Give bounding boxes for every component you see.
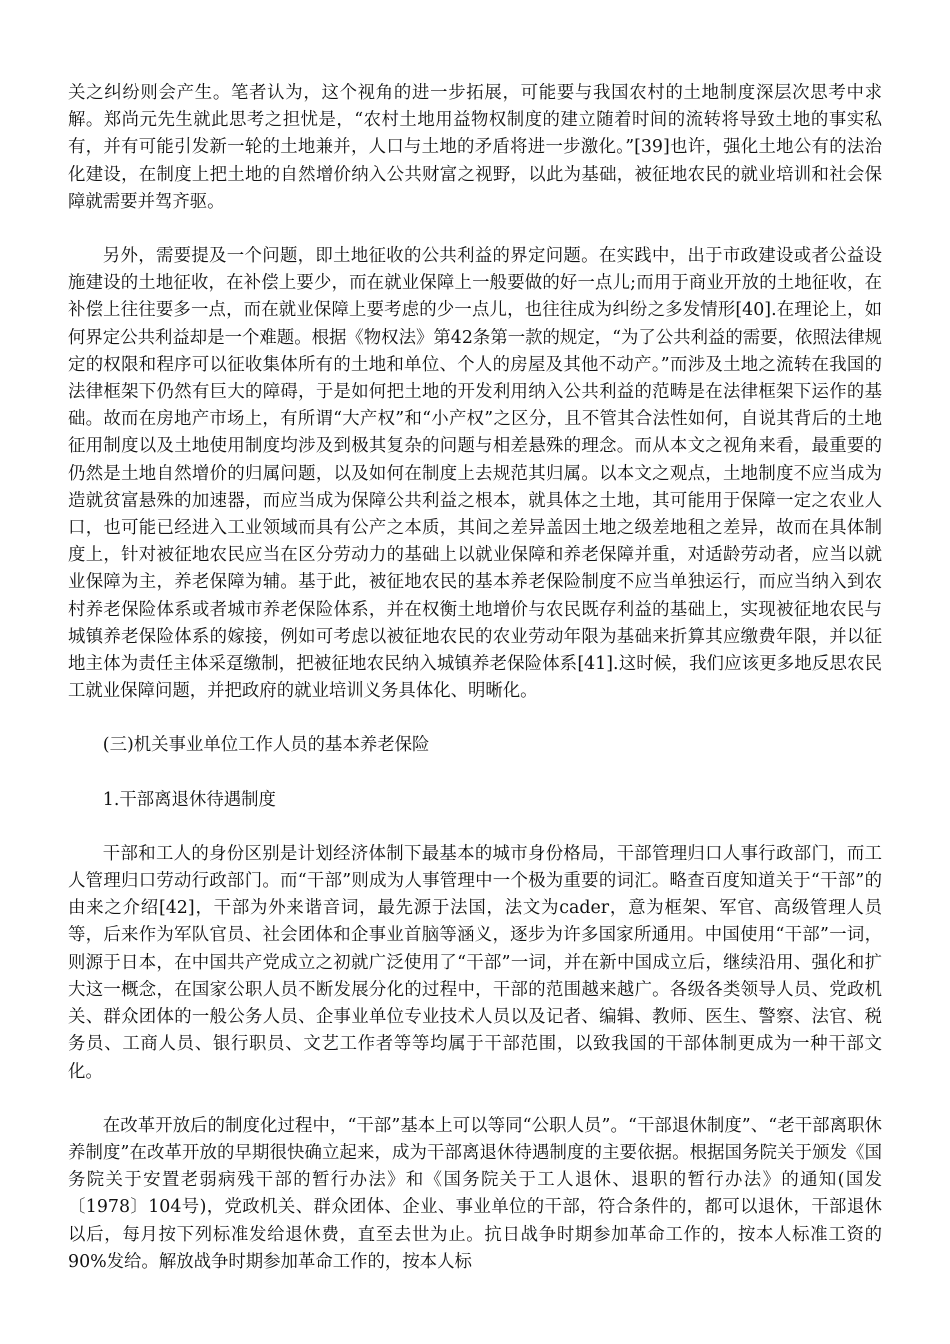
- section-heading: (三)机关事业单位工作人员的基本养老保险: [102, 735, 430, 756]
- paragraph-gap: [68, 216, 882, 243]
- body-paragraph-2: 另外，需要提及一个问题，即土地征收的公共利益的界定问题。在实践中，出于市政建设或者公益设施建设的土地征收，在补偿上要少，而在就业保障上一般要做的好一点儿;而用于商业开放的土地征收，在补偿上往往要多一点，而在就业保障上要考虑的少一点儿，也往往成为纠纷之多发情形[40].在理论上，如何界定公共利益却是一个难题。根据《物权法》第42条第一款的规定，“为了公共利益的需要，依照法律规定的权限和程序可以征收集体所有的土地和单位、个人的房屋及其他不动产。”而涉及土地之流转在我国的法律框架下仍然有巨大的障碍，于是如何把土地的开发利用纳入公共利益的范畴是在法律框架下运作的基础。故而在房地产市场上，有所谓“大产权”和“小产权”之区分，且不管其合法性如何，自说其背后的土地征用制度以及土地使用制度均涉及到极其复杂的问题与相差悬殊的理念。而从本文之视角来看，最重要的仍然是土地自然增价的归属问题，以及如何在制度上去规范其归属。以本文之观点，土地制度不应当成为造就贫富悬殊的加速器，而应当成为保障公共利益之根本，就具体之土地，其可能用于保障一定之农业人口，也可能已经进入工业领域而具有公产之本质，其间之差异盖因土地之级差地租之差异，故而在具体制度上，针对被征地农民应当在区分劳动力的基础上以就业保障和养老保障并重，对适龄劳动者，应当以就业保障为主，养老保障为辅。基于此，被征地农民的基本养老保险制度不应当单独运行，而应当纳入到农村养老保险体系或者城市养老保险体系，并在权衡土地增价与农民既存利益的基础上，实现被征地农民与城镇养老保险体系的嫁接，例如可考虑以被征地农民的农业劳动年限为基础来折算其应缴费年限，并以征地主体为责任主体采趸缴制，把被征地农民纳入城镇养老保险体系[41].这时候，我们应该更多地反思农民工就业保障问题，并把政府的就业培训义务具体化、明晰化。: [68, 246, 882, 702]
- paragraph-gap: [68, 814, 882, 841]
- paragraph-gap: [68, 760, 882, 787]
- paragraph-gap: [68, 1086, 882, 1113]
- paragraph-gap: [68, 705, 882, 732]
- subsection-heading: 1.干部离退休待遇制度: [102, 789, 276, 810]
- body-paragraph-3: 干部和工人的身份区别是计划经济体制下最基本的城市身份格局，干部管理归口人事行政部门，而工人管理归口劳动行政部门。而“干部”则成为人事管理中一个极为重要的词汇。略查百度知道关于“干部”的由来之介绍[42]，干部为外来谐音词，最先源于法国，法文为cader，意为框架、军官、高级管理人员等，后来作为军队官员、社会团体和企事业首脑等涵义，逐步为许多国家所通用。中国使用“干部”一词，则源于日本，在中国共产党成立之初就广泛使用了“干部”一词，并在新中国成立后，继续沿用、强化和扩大这一概念，在国家公职人员不断发展分化的过程中，干部的范围越来越广。各级各类领导人员、党政机关、群众团体的一般公务人员、企事业单位专业技术人员以及记者、编辑、教师、医生、警察、法官、税务员、工商人员、银行职员、文艺工作者等等均属于干部范围，以致我国的干部体制更成为一种干部文化。: [68, 843, 882, 1082]
- document-page: [68, 80, 882, 1276]
- body-paragraph-1: 关之纠纷则会产生。笔者认为，这个视角的进一步拓展，可能要与我国农村的土地制度深层次思考中求解。郑尚元先生就此思考之担忧是，“农村土地用益物权制度的建立随着时间的流转将导致土地的事实私有，并有可能引发新一轮的土地兼并，人口与土地的矛盾将进一步激化。”[39]也许，强化土地公有的法治化建设，在制度上把土地的自然增价纳入公共财富之视野，以此为基础，被征地农民的就业培训和社会保障就需要并驾齐驱。: [68, 83, 882, 212]
- body-paragraph-4: 在改革开放后的制度化过程中，“干部”基本上可以等同“公职人员”。“干部退休制度”、“老干部离职休养制度”在改革开放的早期很快确立起来，成为干部离退休待遇制度的主要依据。根据国务院关于颁发《国务院关于安置老弱病残干部的暂行办法》和《国务院关于工人退休、退职的暂行办法》的通知(国发〔1978〕104号)，党政机关、群众团体、企业、事业单位的干部，符合条件的，都可以退休，干部退休以后，每月按下列标准发给退休费，直至去世为止。抗日战争时期参加革命工作的，按本人标准工资的90%发给。解放战争时期参加革命工作的，按本人标: [68, 1115, 882, 1272]
